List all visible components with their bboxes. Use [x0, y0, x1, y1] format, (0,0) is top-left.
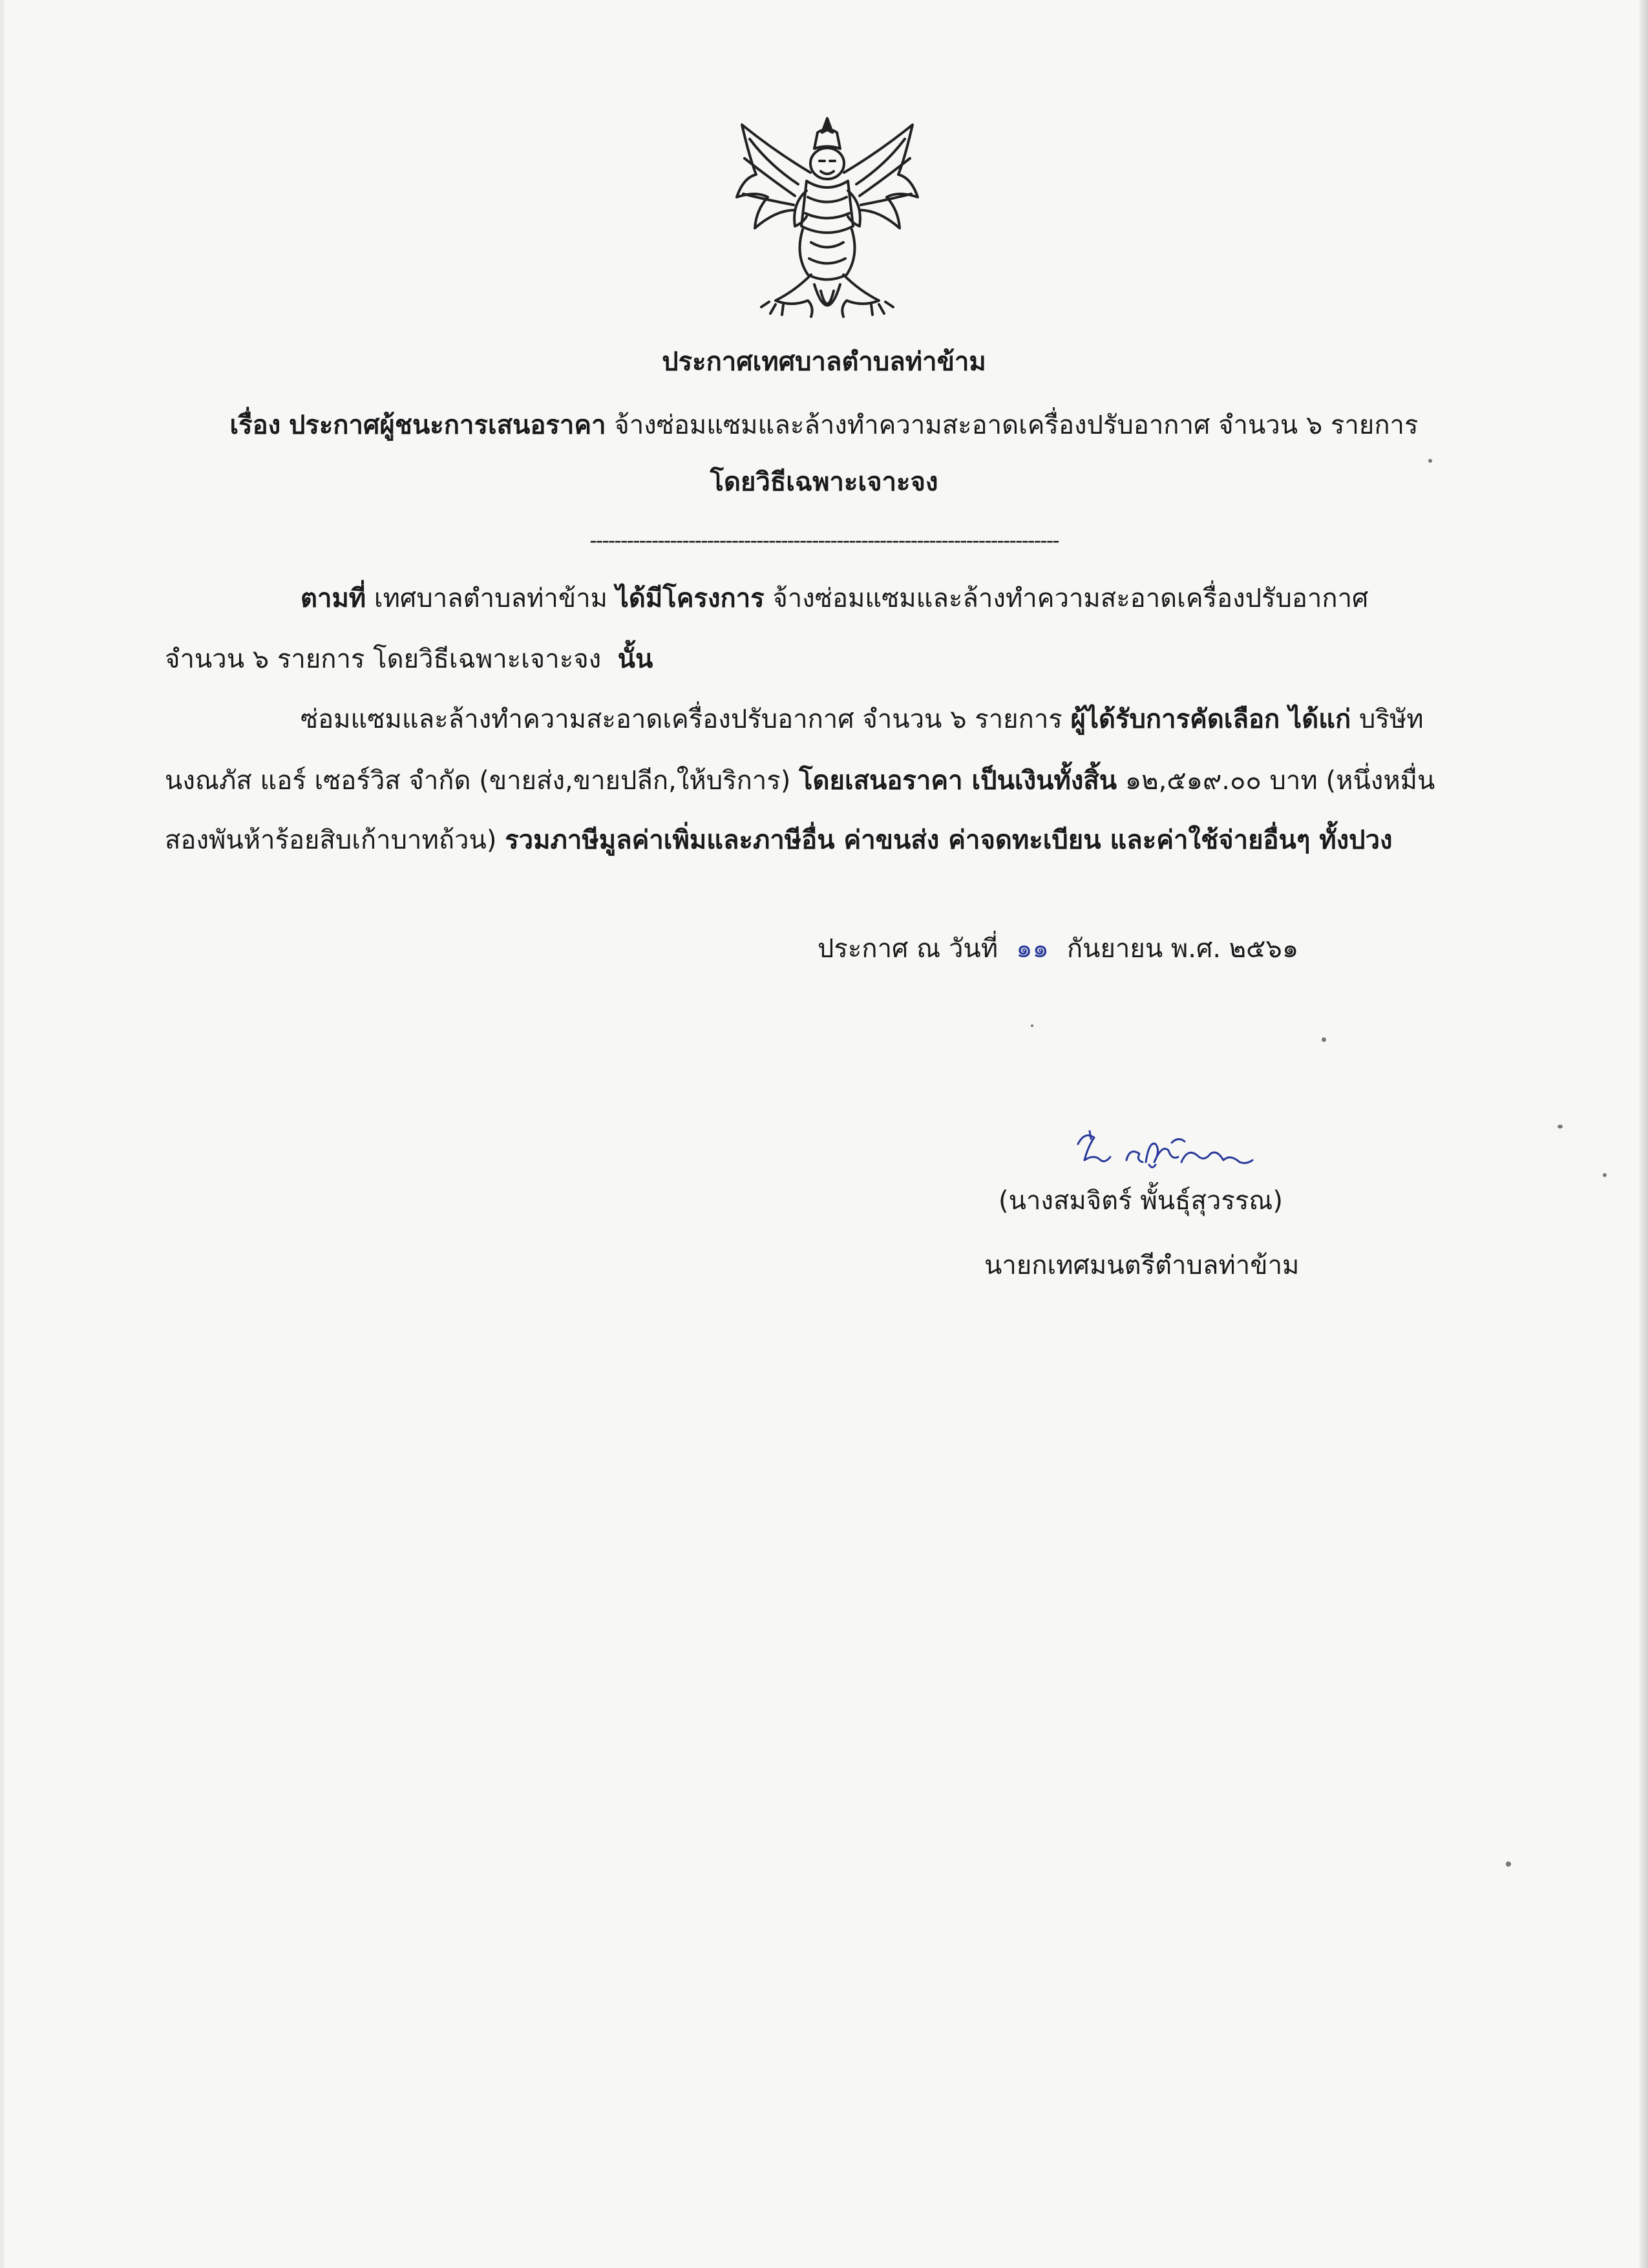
signer-name: (นางสมจิตร์ พั้นธุ์สุวรรณ)	[998, 1186, 1284, 1216]
scan-speck	[1558, 1125, 1563, 1129]
scan-edge-left	[0, 0, 4, 2268]
paragraph-1-line-1	[301, 580, 1368, 617]
subject-rest: จ้างซ่อมแซมและล้างทำความสะอาดเครื่องปรับอากาศ จำนวน ๖ รายการ	[614, 410, 1419, 440]
paragraph-1-line-2	[165, 641, 653, 677]
p2-l2-b: โดยเสนอราคา เป็นเงินทั้งสิ้น	[799, 766, 1117, 796]
scan-speck	[1506, 1861, 1511, 1867]
paragraph-2-line-2	[165, 763, 1435, 799]
handwritten-signature	[1065, 1125, 1259, 1183]
p2-l1-c: บริษัท	[1358, 705, 1424, 734]
scan-speck	[1322, 1037, 1326, 1042]
subject-bold: ประกาศผู้ชนะการเสนอราคา	[288, 410, 606, 440]
paragraph-2-line-3	[165, 822, 1393, 858]
announcement-title	[0, 344, 1648, 380]
p1-l1-b: เทศบาลตำบลท่าข้าม	[374, 584, 608, 613]
p1-l2-b: นั้น	[617, 644, 653, 674]
subject-method: โดยวิธีเฉพาะเจาะจง	[710, 467, 938, 497]
scan-edge-right	[1639, 0, 1648, 2268]
date-month-year: กันยายน พ.ศ. ๒๕๖๑	[1066, 934, 1299, 964]
p2-l3-a: สองพันห้าร้อยสิบเก้าบาทถ้วน)	[165, 825, 497, 855]
p2-l1-b: ผู้ได้รับการคัดเลือก ได้แก่	[1070, 705, 1351, 734]
garuda-emblem-icon	[730, 113, 924, 336]
p1-l1-a: ตามที่	[301, 584, 366, 613]
announcement-date	[818, 931, 1298, 967]
dashed-divider: ----------------------------------------------------------------------------	[589, 528, 1059, 553]
date-day: ๑๑	[1016, 934, 1049, 964]
subject-line-2	[0, 464, 1648, 500]
p2-l1-a: ซ่อมแซมและล้างทำความสะอาดเครื่องปรับอากาศ จำนวน ๖ รายการ	[301, 705, 1062, 734]
p1-l2-a: จำนวน ๖ รายการ โดยวิธีเฉพาะเจาะจง	[165, 644, 602, 674]
p1-l1-d: จ้างซ่อมแซมและล้างทำความสะอาดเครื่องปรับอากาศ	[772, 584, 1369, 613]
subject-line	[0, 407, 1648, 443]
paragraph-2-line-1	[301, 701, 1424, 737]
p2-l3-b: รวมภาษีมูลค่าเพิ่มและภาษีอื่น ค่าขนส่ง ค่าจดทะเบียน และค่าใช้จ่ายอื่นๆ ทั้งปวง	[505, 825, 1393, 855]
signer-title: นายกเทศมนตรีตำบลท่าข้าม	[984, 1251, 1300, 1280]
subject-label: เรื่อง	[229, 410, 281, 440]
p2-l2-c: ๑๒,๕๑๙.๐๐ บาท (หนึ่งหมื่น	[1125, 766, 1435, 796]
scan-speck	[1603, 1173, 1607, 1177]
title-text: ประกาศเทศบาลตำบลท่าข้าม	[662, 347, 986, 377]
date-prefix: ประกาศ ณ วันที่	[818, 934, 998, 964]
p2-l2-a: นงณภัส แอร์ เซอร์วิส จำกัด (ขายส่ง,ขายปลีก,ให้บริการ)	[165, 766, 791, 796]
scan-speck	[1428, 459, 1432, 463]
scan-speck	[1031, 1024, 1033, 1027]
p1-l1-c: ได้มีโครงการ	[615, 584, 765, 613]
